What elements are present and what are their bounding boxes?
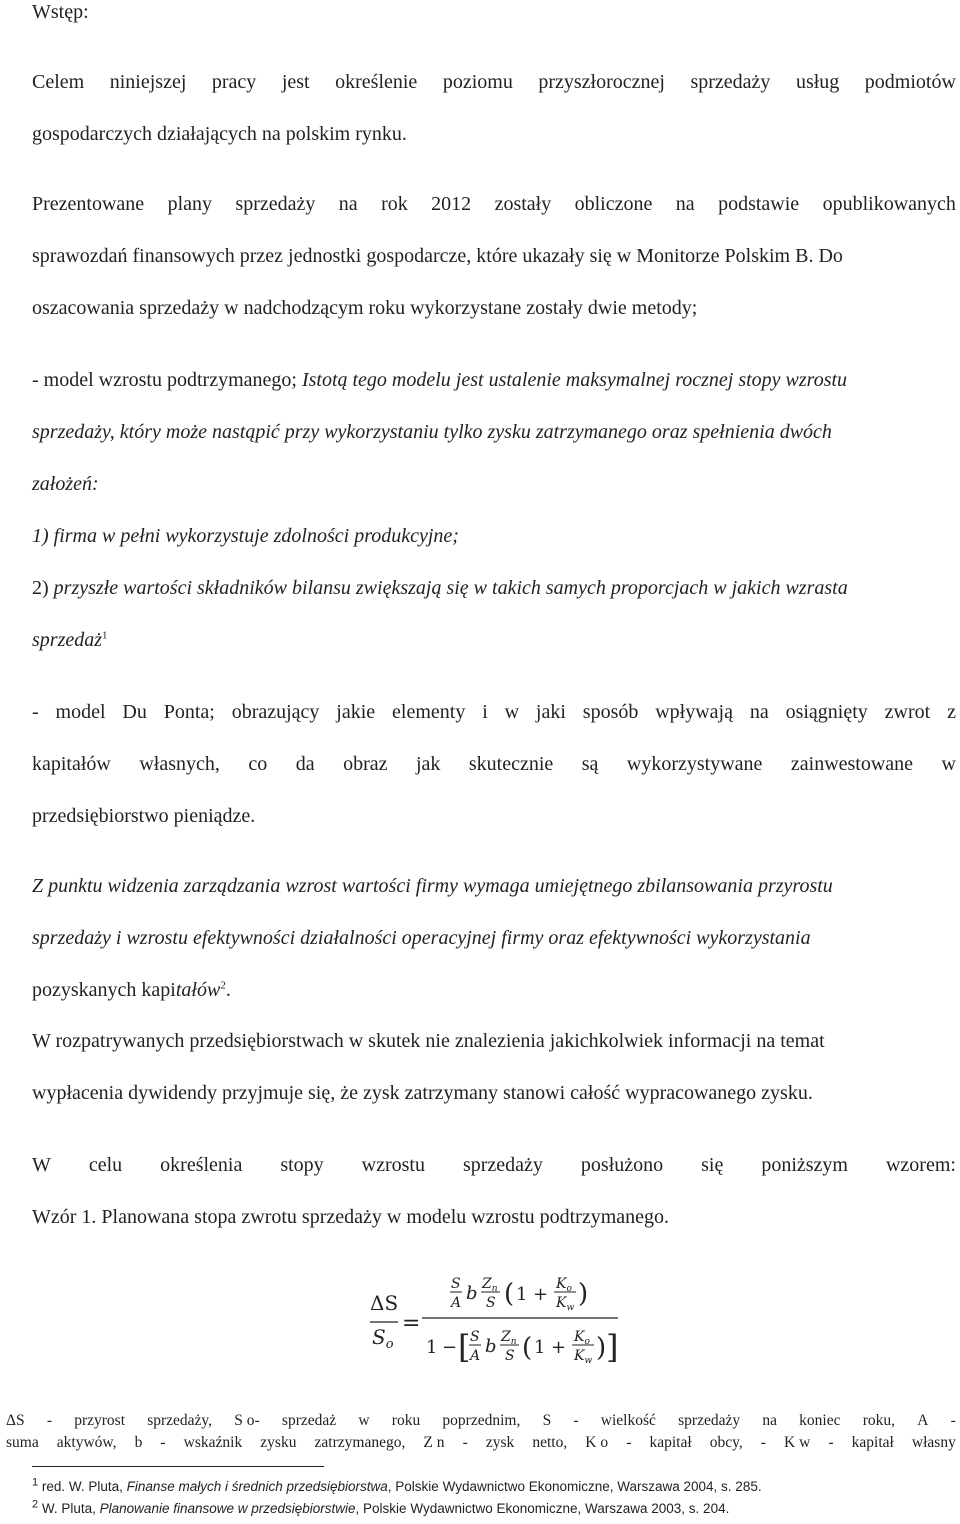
- word: W: [32, 1154, 51, 1176]
- footnote-ref-1[interactable]: 1: [102, 629, 108, 642]
- den-minus: −: [442, 1337, 458, 1358]
- word: wpływają: [655, 701, 733, 723]
- word: 2012: [431, 193, 472, 215]
- num-rparen: ): [578, 1279, 589, 1309]
- paragraph-3-line-2: sprzedaży i wzrostu efektywności działalności operacyjnej firmy oraz efektywności wykorzystania: [32, 927, 811, 949]
- formula-legend-line-2: [6, 1433, 956, 1453]
- word: wykorzystywane: [626, 753, 763, 775]
- word: podstawie: [718, 193, 800, 215]
- word: niniejszej: [109, 71, 187, 93]
- word: plany: [167, 193, 213, 215]
- paragraph-5-line-1: [32, 1153, 956, 1177]
- word: aktywów,: [56, 1434, 117, 1451]
- word: posłużono: [580, 1154, 664, 1176]
- word: da: [295, 753, 315, 775]
- word: -: [160, 1434, 166, 1451]
- den-one-inner: 1: [534, 1337, 546, 1358]
- word: osiągnięty: [785, 701, 868, 723]
- word: K o: [585, 1434, 609, 1451]
- assumption-2-last-word: sprzedaż: [32, 629, 103, 651]
- word: na: [762, 1412, 777, 1429]
- paragraph-3-line-3: [32, 978, 231, 1002]
- footnote-2-number: 2: [32, 1498, 39, 1511]
- word: w: [504, 701, 520, 723]
- den-rparen: ): [596, 1333, 607, 1363]
- word: i: [482, 701, 488, 723]
- equals-sign: =: [402, 1311, 421, 1336]
- word: sprzedaży: [690, 71, 771, 93]
- word: własny: [911, 1434, 956, 1451]
- word: Du: [122, 701, 147, 723]
- word: sprzedaży: [678, 1412, 741, 1429]
- num-z: $Z_n$: [482, 1276, 498, 1294]
- den-s: S: [470, 1329, 480, 1345]
- word: na: [675, 193, 695, 215]
- den-one: 1: [426, 1337, 438, 1358]
- den-lbracket: [: [458, 1328, 471, 1366]
- word: -: [46, 1412, 52, 1429]
- word: przyrost: [74, 1412, 125, 1429]
- paragraph-2-line-2: sprawozdań finansowych przez jednostki gospodarcze, które ukazały się w Monitorze Polskim B. Do: [32, 245, 843, 267]
- word: S o-: [234, 1412, 260, 1429]
- lhs-denominator: $S_o$: [372, 1325, 394, 1352]
- word: się: [701, 1154, 724, 1176]
- word: własnych,: [139, 753, 220, 775]
- word: przyszłorocznej: [538, 71, 665, 93]
- footnote-2-author: W. Pluta,: [38, 1501, 100, 1516]
- word: netto,: [532, 1434, 568, 1451]
- word: A: [917, 1412, 929, 1429]
- word: na: [338, 193, 358, 215]
- word: K w: [784, 1434, 811, 1451]
- word: poniższym: [761, 1154, 848, 1176]
- footnote-1-title: Finanse małych i średnich przedsiębiorstwa: [126, 1479, 388, 1494]
- word: -: [573, 1412, 579, 1429]
- paragraph-2-line-3: oszacowania sprzedaży w nadchodzącym roku wykorzystane zostały dwie metody;: [32, 297, 698, 319]
- word: kapitał: [649, 1434, 692, 1451]
- word: obliczone: [574, 193, 653, 215]
- footnote-separator: [32, 1466, 324, 1467]
- word: co: [248, 753, 268, 775]
- growth-rate-formula: [360, 1270, 630, 1378]
- den-z: $Z_n$: [501, 1329, 517, 1347]
- num-k-bottom: $K_w$: [556, 1295, 575, 1313]
- word: -: [626, 1434, 632, 1451]
- word: Prezentowane: [32, 193, 145, 215]
- den-k-top: $K_o$: [574, 1329, 590, 1347]
- word: jakie: [336, 701, 376, 723]
- word: -: [828, 1434, 834, 1451]
- formula-legend-line-1: [6, 1411, 956, 1431]
- assumption-2-end: [32, 628, 108, 652]
- footnote-1-publisher: , Polskie Wydawnictwo Ekonomiczne, Warszawa 2004, s. 285.: [387, 1479, 762, 1494]
- paragraph-3-line-1: Z punktu widzenia zarządzania wzrost wartości firmy wymaga umiejętnego zbilansowania przyrostu: [32, 875, 833, 897]
- word: sprzedaży: [235, 193, 316, 215]
- word: jaki: [535, 701, 566, 723]
- footnote-ref-2[interactable]: 2: [220, 979, 226, 992]
- word: suma: [6, 1434, 39, 1451]
- den-plus: +: [551, 1337, 567, 1358]
- word: określenie: [335, 71, 418, 93]
- assumption-1: 1) firma w pełni wykorzystuje zdolności produkcyjne;: [32, 525, 459, 547]
- word: -: [950, 1412, 956, 1429]
- paragraph-4-line-1: W rozpatrywanych przedsiębiorstwach w skutek nie znalezienia jakichkolwiek informacji na temat: [32, 1030, 825, 1052]
- word: stopy: [280, 1154, 324, 1176]
- num-s2: S: [486, 1295, 496, 1311]
- paragraph-3-text: pozyskanych kapi: [32, 979, 176, 1001]
- den-a: A: [470, 1348, 481, 1364]
- word: elementy: [392, 701, 466, 723]
- model-2-line-3: przedsiębiorstwo pieniądze.: [32, 805, 256, 827]
- word: celu: [88, 1154, 123, 1176]
- word: w: [941, 753, 956, 775]
- word: skutecznie: [468, 753, 554, 775]
- word: koniec: [799, 1412, 841, 1429]
- word: roku: [391, 1412, 421, 1429]
- word: obraz: [343, 753, 388, 775]
- model-2-line-2: [32, 752, 956, 776]
- word: sprzedaży,: [147, 1412, 213, 1429]
- num-lparen: (: [504, 1279, 515, 1309]
- word: zatrzymanego,: [314, 1434, 406, 1451]
- model-1-line-2: sprzedaży, który może nastąpić przy wykorzystaniu tylko zysku zatrzymanego oraz spełnienia dwóch: [32, 421, 832, 443]
- paragraph-1-line-2: gospodarczych działających na polskim rynku.: [32, 123, 407, 145]
- word: wzrostu: [361, 1154, 425, 1176]
- word: w: [358, 1412, 370, 1429]
- word: ΔS: [6, 1412, 25, 1429]
- paragraph-1-line-1: [32, 70, 956, 94]
- word: model: [55, 701, 106, 723]
- footnote-1-number: 1: [32, 1476, 39, 1489]
- footnote-2-title: Planowanie finansowe w przedsiębiorstwie: [99, 1501, 356, 1516]
- word: z: [947, 701, 956, 723]
- word: roku,: [862, 1412, 896, 1429]
- word: poprzednim,: [442, 1412, 521, 1429]
- paragraph-2-line-1: [32, 192, 956, 216]
- word: kapitał: [851, 1434, 894, 1451]
- word: sprzedaży: [462, 1154, 543, 1176]
- word: rok: [381, 193, 408, 215]
- word: zwrot: [884, 701, 931, 723]
- word: zysk: [485, 1434, 515, 1451]
- den-rbracket: ]: [606, 1328, 619, 1366]
- word: S: [542, 1412, 552, 1429]
- assumption-2: [32, 576, 848, 600]
- word: na: [749, 701, 769, 723]
- num-a: A: [451, 1295, 462, 1311]
- word: sprzedaż: [281, 1412, 337, 1429]
- den-k-bottom: $K_w$: [574, 1348, 593, 1366]
- num-one: 1: [516, 1284, 528, 1305]
- word: obrazujący: [231, 701, 320, 723]
- word: jak: [415, 753, 441, 775]
- word: jest: [281, 71, 310, 93]
- word: pracy: [211, 71, 257, 93]
- word: -: [760, 1434, 766, 1451]
- assumption-2-text: przyszłe wartości składników bilansu zwiększają się w takich samych proporcjach w jakich wzrasta: [53, 577, 848, 599]
- assumption-2-number: 2): [32, 577, 54, 599]
- word: określenia: [160, 1154, 243, 1176]
- word: obcy,: [709, 1434, 743, 1451]
- word: poziomu: [442, 71, 513, 93]
- word: usług: [795, 71, 840, 93]
- word: Celem: [32, 71, 85, 93]
- den-lparen: (: [522, 1333, 533, 1363]
- word: opublikowanych: [822, 193, 956, 215]
- word: b: [134, 1434, 143, 1451]
- num-plus: +: [533, 1284, 549, 1305]
- word: kapitałów: [32, 753, 111, 775]
- word: zostały: [494, 193, 552, 215]
- paragraph-3-period: .: [225, 979, 231, 1001]
- den-s2: S: [505, 1348, 515, 1364]
- word: -: [462, 1434, 468, 1451]
- footnote-1: [32, 1478, 762, 1496]
- word: sposób: [582, 701, 639, 723]
- model-1-line-1: [32, 368, 847, 392]
- footnote-2: [32, 1500, 729, 1518]
- formula-caption: Wzór 1. Planowana stopa zwrotu sprzedaży w modelu wzrostu podtrzymanego.: [32, 1206, 670, 1228]
- word: Z n: [423, 1434, 445, 1451]
- word: wzorem:: [885, 1154, 956, 1176]
- model-1-line-3: założeń:: [32, 473, 99, 495]
- num-k-top: $K_o$: [556, 1276, 572, 1294]
- model-2-line-1: [32, 700, 956, 724]
- footnote-2-publisher: , Polskie Wydawnictwo Ekonomiczne, Warszawa 2003, s. 204.: [355, 1501, 730, 1516]
- lhs-numerator: ΔS: [370, 1291, 399, 1315]
- paragraph-4-line-2: wypłacenia dywidendy przyjmuje się, że zysk zatrzymany stanowi całość wypracowanego zysku.: [32, 1082, 813, 1104]
- word: zysku: [260, 1434, 297, 1451]
- model-1-lead: - model wzrostu podtrzymanego;: [32, 369, 302, 391]
- word: Ponta;: [163, 701, 215, 723]
- section-heading: Wstęp:: [32, 1, 89, 23]
- word: zainwestowane: [790, 753, 914, 775]
- word: podmiotów: [864, 71, 956, 93]
- den-b: b: [485, 1336, 497, 1357]
- model-1-definition: Istotą tego modelu jest ustalenie maksymalnej rocznej stopy wzrostu: [301, 369, 848, 391]
- footnote-1-author: red. W. Pluta,: [38, 1479, 127, 1494]
- num-s: S: [451, 1276, 461, 1292]
- word: wielkość: [600, 1412, 656, 1429]
- word: -: [32, 701, 39, 723]
- paragraph-3-italic: tałów: [175, 979, 221, 1001]
- word: są: [581, 753, 599, 775]
- word: wskaźnik: [183, 1434, 243, 1451]
- num-b: b: [466, 1283, 478, 1304]
